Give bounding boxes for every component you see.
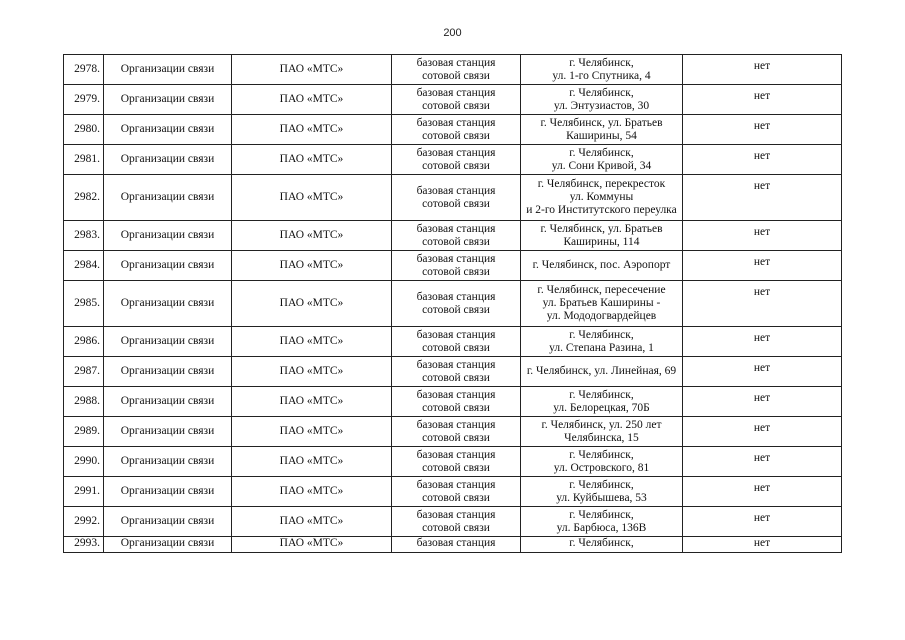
object-type-cell: базовая станция сотовой связи: [392, 357, 521, 387]
category-cell: Организации связи: [104, 55, 232, 85]
address-cell: г. Челябинск, ул. Куйбышева, 53: [521, 477, 683, 507]
table-row: [64, 447, 842, 477]
owner-cell: ПАО «МТС»: [232, 477, 392, 507]
flag-cell: нет: [683, 327, 842, 357]
object-type-cell: базовая станция сотовой связи: [392, 251, 521, 281]
owner-cell: ПАО «МТС»: [232, 145, 392, 175]
flag-cell: нет: [683, 251, 842, 281]
category-cell: Организации связи: [104, 115, 232, 145]
row-number: 2978.: [64, 55, 104, 85]
address-cell: г. Челябинск, ул. Барбюса, 136В: [521, 507, 683, 537]
table-row: [64, 251, 842, 281]
object-type-cell: базовая станция сотовой связи: [392, 281, 521, 327]
row-number: 2993.: [64, 537, 104, 553]
address-cell: г. Челябинск, ул. Братьев Каширины, 114: [521, 221, 683, 251]
object-type-cell: базовая станция сотовой связи: [392, 447, 521, 477]
owner-cell: ПАО «МТС»: [232, 537, 392, 553]
address-cell: г. Челябинск, ул. Линейная, 69: [521, 357, 683, 387]
row-number: 2985.: [64, 281, 104, 327]
table-row: [64, 145, 842, 175]
owner-cell: ПАО «МТС»: [232, 507, 392, 537]
category-cell: Организации связи: [104, 477, 232, 507]
row-number: 2986.: [64, 327, 104, 357]
row-number: 2989.: [64, 417, 104, 447]
owner-cell: ПАО «МТС»: [232, 417, 392, 447]
category-cell: Организации связи: [104, 175, 232, 221]
category-cell: Организации связи: [104, 145, 232, 175]
owner-cell: ПАО «МТС»: [232, 387, 392, 417]
address-cell: г. Челябинск, пос. Аэропорт: [521, 251, 683, 281]
address-cell: г. Челябинск, перекресток ул. Коммуны и 2-го Институтского переулка: [521, 175, 683, 221]
owner-cell: ПАО «МТС»: [232, 357, 392, 387]
flag-cell: нет: [683, 477, 842, 507]
object-type-cell: базовая станция сотовой связи: [392, 221, 521, 251]
table-row: [64, 327, 842, 357]
row-number: 2991.: [64, 477, 104, 507]
address-cell: г. Челябинск, ул. 1-го Спутника, 4: [521, 55, 683, 85]
table-row: [64, 417, 842, 447]
object-type-cell: базовая станция сотовой связи: [392, 417, 521, 447]
row-number: 2988.: [64, 387, 104, 417]
category-cell: Организации связи: [104, 251, 232, 281]
owner-cell: ПАО «МТС»: [232, 221, 392, 251]
flag-cell: нет: [683, 85, 842, 115]
table-row: [64, 221, 842, 251]
table-row: [64, 387, 842, 417]
row-number: 2990.: [64, 447, 104, 477]
address-cell: г. Челябинск,: [521, 537, 683, 553]
flag-cell: нет: [683, 55, 842, 85]
flag-cell: нет: [683, 537, 842, 553]
flag-cell: нет: [683, 281, 842, 327]
flag-cell: нет: [683, 115, 842, 145]
object-type-cell: базовая станция сотовой связи: [392, 387, 521, 417]
owner-cell: ПАО «МТС»: [232, 447, 392, 477]
owner-cell: ПАО «МТС»: [232, 85, 392, 115]
category-cell: Организации связи: [104, 281, 232, 327]
table-row: [64, 507, 842, 537]
category-cell: Организации связи: [104, 417, 232, 447]
object-type-cell: базовая станция сотовой связи: [392, 115, 521, 145]
flag-cell: нет: [683, 387, 842, 417]
row-number: 2992.: [64, 507, 104, 537]
category-cell: Организации связи: [104, 447, 232, 477]
table-row: [64, 281, 842, 327]
category-cell: Организации связи: [104, 85, 232, 115]
category-cell: Организации связи: [104, 537, 232, 553]
object-type-cell: базовая станция сотовой связи: [392, 477, 521, 507]
object-type-cell: базовая станция сотовой связи: [392, 145, 521, 175]
address-cell: г. Челябинск, ул. Белорецкая, 70Б: [521, 387, 683, 417]
owner-cell: ПАО «МТС»: [232, 115, 392, 145]
flag-cell: нет: [683, 175, 842, 221]
table-row: [64, 357, 842, 387]
object-type-cell: базовая станция сотовой связи: [392, 507, 521, 537]
row-number: 2983.: [64, 221, 104, 251]
owner-cell: ПАО «МТС»: [232, 327, 392, 357]
row-number: 2979.: [64, 85, 104, 115]
category-cell: Организации связи: [104, 357, 232, 387]
flag-cell: нет: [683, 357, 842, 387]
row-number: 2984.: [64, 251, 104, 281]
row-number: 2987.: [64, 357, 104, 387]
category-cell: Организации связи: [104, 327, 232, 357]
flag-cell: нет: [683, 145, 842, 175]
object-type-cell: базовая станция сотовой связи: [392, 55, 521, 85]
object-type-cell: базовая станция: [392, 537, 521, 553]
address-cell: г. Челябинск, ул. Островского, 81: [521, 447, 683, 477]
flag-cell: нет: [683, 417, 842, 447]
table-row: [64, 175, 842, 221]
address-cell: г. Челябинск, ул. Братьев Каширины, 54: [521, 115, 683, 145]
row-number: 2982.: [64, 175, 104, 221]
table-row: [64, 115, 842, 145]
address-cell: г. Челябинск, ул. Энтузиастов, 30: [521, 85, 683, 115]
flag-cell: нет: [683, 507, 842, 537]
category-cell: Организации связи: [104, 507, 232, 537]
flag-cell: нет: [683, 447, 842, 477]
address-cell: г. Челябинск, ул. 250 лет Челябинска, 15: [521, 417, 683, 447]
table-row: [64, 85, 842, 115]
object-type-cell: базовая станция сотовой связи: [392, 175, 521, 221]
flag-cell: нет: [683, 221, 842, 251]
table-row: [64, 477, 842, 507]
address-cell: г. Челябинск, ул. Степана Разина, 1: [521, 327, 683, 357]
category-cell: Организации связи: [104, 387, 232, 417]
page-number: 200: [443, 27, 462, 39]
table-row: [64, 537, 842, 553]
owner-cell: ПАО «МТС»: [232, 281, 392, 327]
address-cell: г. Челябинск, пересечение ул. Братьев Каширины - ул. Мододогвардейцев: [521, 281, 683, 327]
owner-cell: ПАО «МТС»: [232, 175, 392, 221]
owner-cell: ПАО «МТС»: [232, 251, 392, 281]
owner-cell: ПАО «МТС»: [232, 55, 392, 85]
object-type-cell: базовая станция сотовой связи: [392, 85, 521, 115]
registry-table: [63, 54, 842, 553]
table-row: [64, 55, 842, 85]
category-cell: Организации связи: [104, 221, 232, 251]
object-type-cell: базовая станция сотовой связи: [392, 327, 521, 357]
row-number: 2980.: [64, 115, 104, 145]
row-number: 2981.: [64, 145, 104, 175]
address-cell: г. Челябинск, ул. Сони Кривой, 34: [521, 145, 683, 175]
